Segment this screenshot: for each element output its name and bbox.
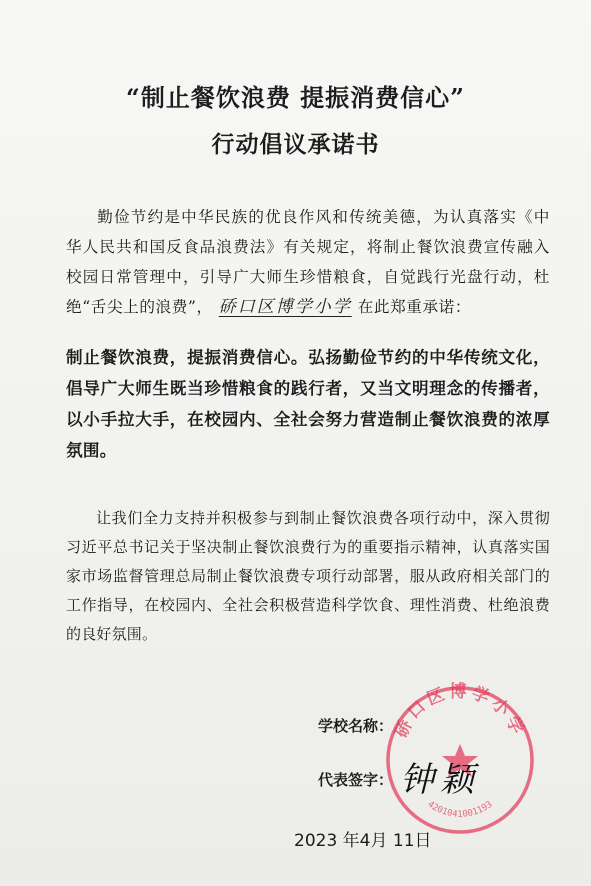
paragraph-1-end: 在此郑重承诺： — [357, 298, 472, 316]
school-name-label: 学校名称： — [318, 717, 394, 735]
title-line-2: 行动倡议承诺书 — [211, 131, 380, 158]
stamp-arc-text: 硚口区博学小学 — [391, 682, 529, 741]
representative-signature-label: 代表签字： — [318, 771, 394, 789]
handwritten-signature: 钟颖 — [400, 760, 480, 800]
title-line-1: “制止餐饮浪费 提振消费信心” — [126, 83, 465, 112]
paragraph-2-bold: 制止餐饮浪费，提振消费信心。弘扬勤俭节约的中华传统文化，倡导广大师生既当珍惜粮食的践行者，又当文明理念的传播者，以小手拉大手，在校园内、全社会努力营造制止餐饮浪费的浓厚氛围。 — [66, 347, 550, 460]
handwritten-school-name: 硚口区博学小学 — [218, 297, 352, 317]
paragraph-1-text: 勤俭节约是中华民族的优良作风和传统美德，为认真落实《中华人民共和国反食品浪费法》有关规定，将制止餐饮浪费宣传融入校园日常管理中，引导广大师生珍惜粮食，自觉践行光盘行动，杜绝“舌尖上的浪费”， — [66, 208, 550, 316]
paragraph-3: 让我们全力支持并积极参与到制止餐饮浪费各项行动中，深入贯彻习近平总书记关于坚决制止餐饮浪费行为的重要指示精神，认真落实国家市场监督管理总局制止餐饮浪费专项行动部署，服从政府相关部门的工作指导，在校园内、全社会积极营造科学饮食、理性消费、杜绝浪费的良好氛围。 — [66, 509, 550, 643]
paragraph-1 — [66, 202, 550, 322]
stamp-number: 4201041001193 — [425, 799, 495, 820]
document-date: 2023 年4月 11日 — [294, 831, 432, 851]
